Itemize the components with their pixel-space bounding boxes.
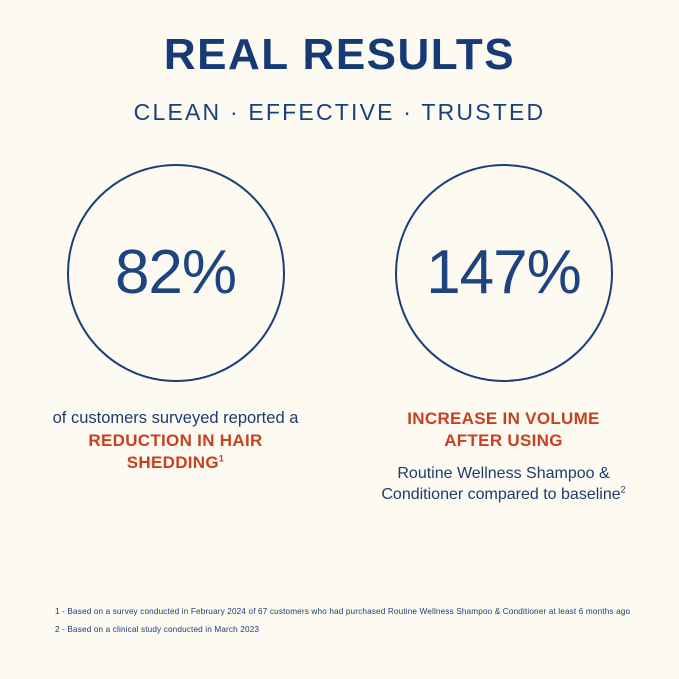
stat-caption-extra-line1: Routine Wellness Shampoo & (397, 464, 610, 482)
footnotes (55, 607, 630, 643)
stat-caption-extra-line2-text: Conditioner compared to baseline (381, 485, 621, 503)
stat-circle (395, 164, 613, 382)
stat-caption-emph-line2: AFTER USING (444, 431, 563, 451)
stat-caption-footnote-marker: 1 (218, 453, 225, 464)
stat-caption-emph-line2-text: SHEDDING (126, 453, 219, 473)
stat-block (354, 164, 654, 505)
stat-value: 82% (114, 238, 237, 307)
page-subtitle: CLEAN · EFFECTIVE · TRUSTED (133, 99, 546, 125)
stat-circle (67, 164, 285, 382)
stat-caption-emph-line1: INCREASE IN VOLUME (407, 409, 600, 428)
stat-block (26, 164, 326, 475)
stat-value: 147% (426, 238, 581, 307)
footnote-2: 2 - Based on a clinical study conducted in March 2023 (55, 624, 260, 634)
stat-caption-footnote-marker: 2 (620, 484, 626, 495)
stat-caption-plain: of customers surveyed reported a (52, 409, 299, 427)
stat-caption (53, 408, 299, 475)
stat-caption-extra-line2 (381, 484, 625, 505)
stat-caption-emph-line2 (53, 452, 299, 474)
footnote-1: 1 - Based on a survey conducted in February 2024 of 67 customers who had purchased Routine Wellness Shampoo & Conditioner at least 6 months ago (55, 606, 631, 616)
stat-caption-emph-line1: REDUCTION IN HAIR (88, 430, 263, 450)
page-title: REAL RESULTS (163, 30, 516, 79)
stat-group (0, 164, 679, 505)
stat-caption (381, 408, 625, 505)
